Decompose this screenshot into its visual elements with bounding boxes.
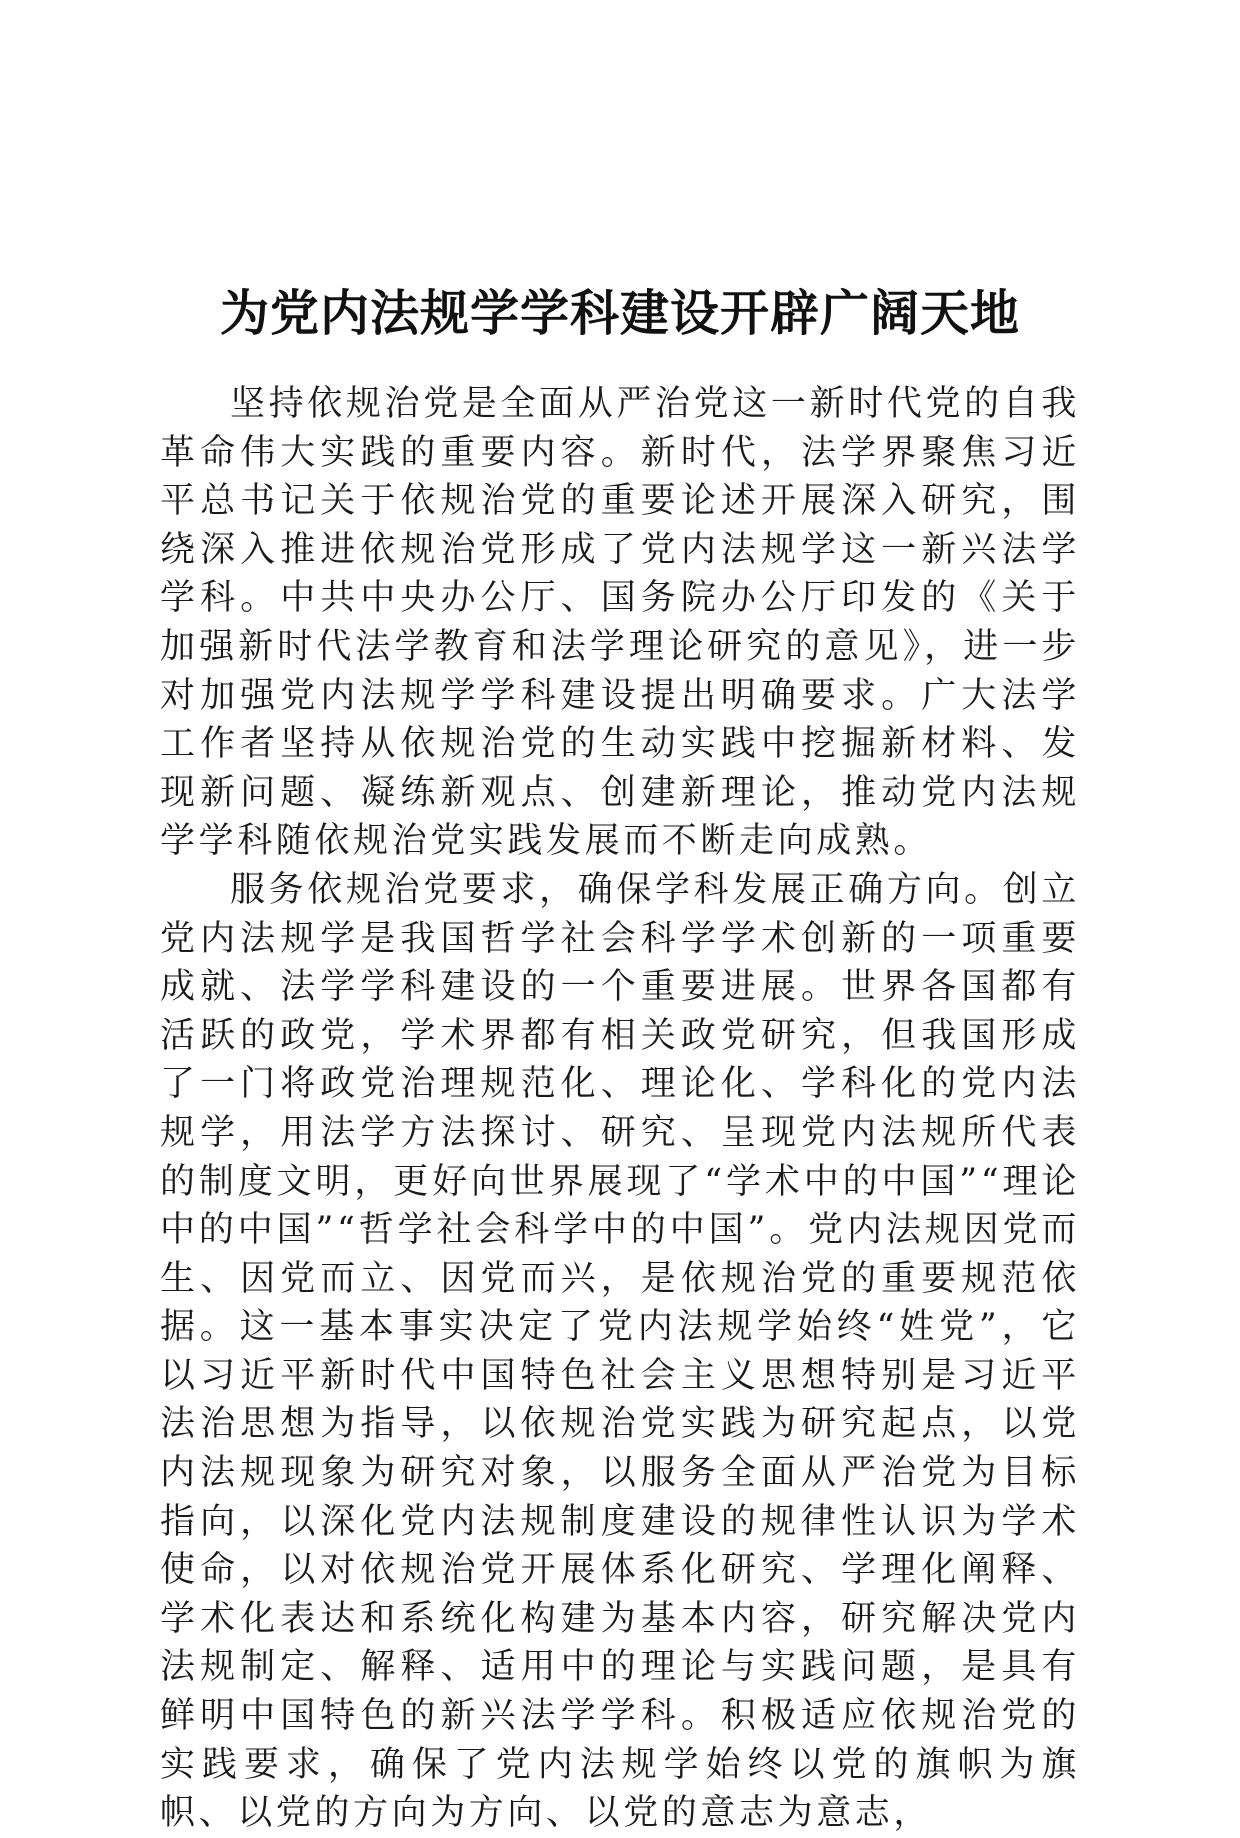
paragraph-2: 服务依规治党要求，确保学科发展正确方向。创立党内法规学是我国哲学社会科学学术创新的一项重要成就、法学学科建设的一个重要进展。世界各国都有活跃的政党，学术界都有相关政党研究，但我国形成了一门将政党治理规范化、理论化、学科化的党内法规学，用法学方法探讨、研究、呈现党内法规所代表的制度文明，更好向世界展现了“学术中的中国”“理论中的中国”“哲学社会科学中的中国”。党内法规因党而生、因党而立、因党而兴，是依规治党的重要规范依据。这一基本事实决定了党内法规学始终“姓党”，它以习近平新时代中国特色社会主义思想特别是习近平法治思想为指导，以依规治党实践为研究起点，以党内法规现象为研究对象，以服务全面从严治党为目标指向，以深化党内法规制度建设的规律性认识为学术使命，以对依规治党开展体系化研究、学理化阐释、学术化表达和系统化构建为基本内容，研究解决党内法规制定、解释、适用中的理论与实践问题，是具有鲜明中国特色的新兴法学学科。积极适应依规治党的实践要求，确保了党内法规学始终以党的旗帜为旗帜、以党的方向为方向、以党的意志为意志， bbox=[160, 869, 1080, 1834]
paragraph-1: 坚持依规治党是全面从严治党这一新时代党的自我革命伟大实践的重要内容。新时代，法学界聚焦习近平总书记关于依规治党的重要论述开展深入研究，围绕深入推进依规治党形成了党内法规学这一新兴法学学科。中共中央办公厅、国务院办公厅印发的《关于加强新时代法学教育和法学理论研究的意见》，进一步对加强党内法规学学科建设提出明确要求。广大法学工作者坚持从依规治党的生动实践中挖掘新材料、发现新问题、凝练新观点、创建新理论，推动党内法规学学科随依规治党实践发展而不断走向成熟。 bbox=[160, 384, 1080, 862]
document-title: 为党内法规学学科建设开辟广阔天地 bbox=[219, 283, 1020, 342]
document-body bbox=[160, 380, 1080, 1838]
